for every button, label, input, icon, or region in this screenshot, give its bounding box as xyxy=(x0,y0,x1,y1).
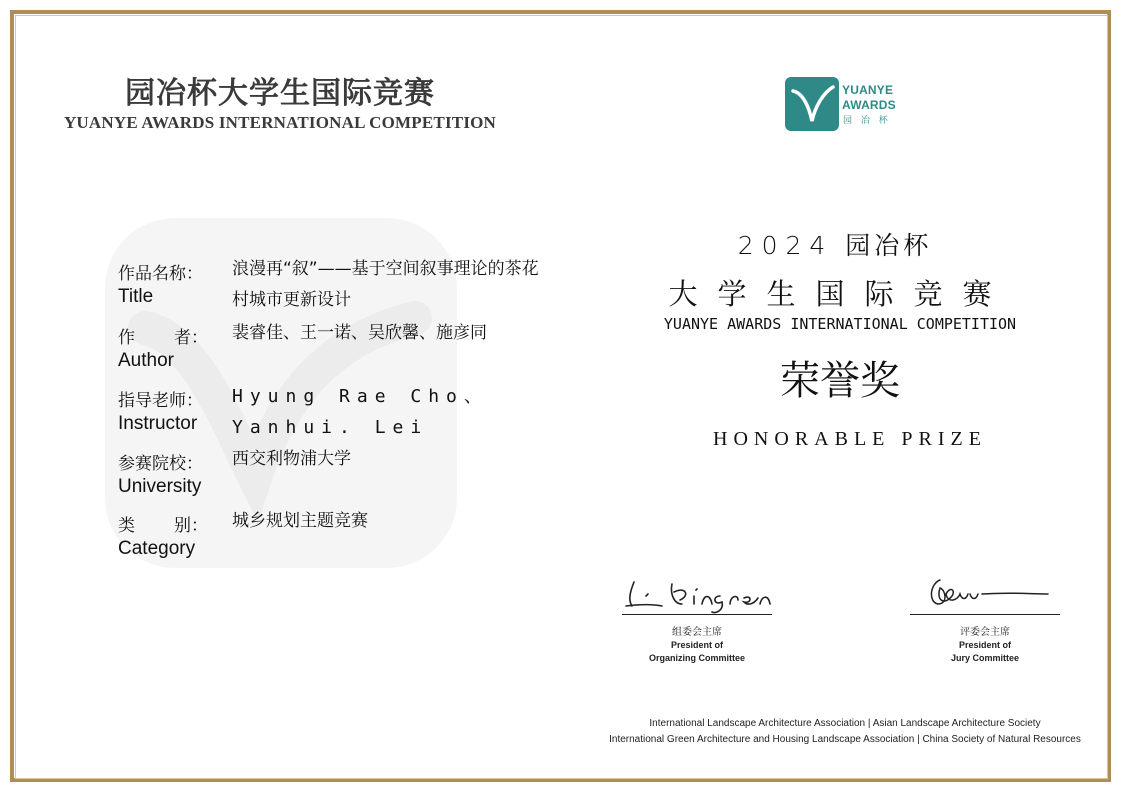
signature-block-jury xyxy=(900,570,1070,664)
signature-line-right xyxy=(910,614,1060,615)
university-value: 西交利物浦大学 xyxy=(232,449,351,469)
university-label-cn: 参赛院校： xyxy=(118,454,203,474)
category-value: 城乡规划主题竞赛 xyxy=(232,511,368,531)
author-value: 裴睿佳、王一诺、吴欣馨、施彦同 xyxy=(232,323,487,343)
header-title-en: YUANYE AWARDS INTERNATIONAL COMPETITION xyxy=(63,113,497,132)
award-year: 2024 xyxy=(737,231,834,260)
yuanye-logo-icon xyxy=(785,77,839,131)
logo-text-yuanye: YUANYE xyxy=(842,83,894,97)
award-name-cn: 园冶杯 xyxy=(845,231,933,260)
signature-li-bingren xyxy=(612,570,782,614)
author-label-cn: 作 者： xyxy=(118,328,208,348)
prize-title-cn: 荣誉奖 xyxy=(780,358,900,404)
award-year-line xyxy=(620,226,1050,262)
header-title-cn: 园冶杯大学生国际竞赛 xyxy=(125,76,435,111)
footer-organizations-line-2: International Green Architecture and Housing Landscape Association | China Society of Natural Resources xyxy=(609,734,1081,745)
organizing-title-en-1: President of xyxy=(670,640,723,650)
jury-title-cn: 评委会主席 xyxy=(960,627,1010,638)
logo-text-cn: 园 冶 杯 xyxy=(843,116,891,126)
jury-title-en-2: Jury Committee xyxy=(950,653,1020,663)
instructor-label-en: Instructor xyxy=(118,413,198,434)
title-label-en: Title xyxy=(118,286,154,307)
signature-line-left xyxy=(622,614,772,615)
yuanye-logo xyxy=(785,77,905,133)
organizing-title-en-2: Organizing Committee xyxy=(648,653,745,663)
category-label-cn: 类 别： xyxy=(118,516,208,536)
title-label-cn: 作品名称： xyxy=(118,264,203,284)
organizing-title-cn: 组委会主席 xyxy=(672,627,722,638)
university-label-en: University xyxy=(118,476,202,497)
author-label-en: Author xyxy=(118,350,174,371)
logo-text-awards: AWARDS xyxy=(842,98,896,112)
instructor-value: Hyung Rae Cho、Yanhui. Lei xyxy=(232,386,489,438)
title-value: 浪漫再“叙”——基于空间叙事理论的茶花村城市更新设计 xyxy=(232,259,539,310)
signature-jury-president xyxy=(900,570,1070,614)
instructor-label-cn: 指导老师： xyxy=(118,391,203,411)
competition-title-en: YUANYE AWARDS INTERNATIONAL COMPETITION xyxy=(663,315,1017,333)
prize-title-en: HONORABLE PRIZE xyxy=(713,428,987,450)
competition-title-cn: 大学生国际竞赛 xyxy=(668,277,1012,311)
category-label-en: Category xyxy=(118,538,196,559)
footer-organizations-line-1: International Landscape Architecture Association | Asian Landscape Architecture Society xyxy=(649,718,1041,729)
jury-title-en-1: President of xyxy=(958,640,1011,650)
signature-block-organizing xyxy=(612,570,782,664)
